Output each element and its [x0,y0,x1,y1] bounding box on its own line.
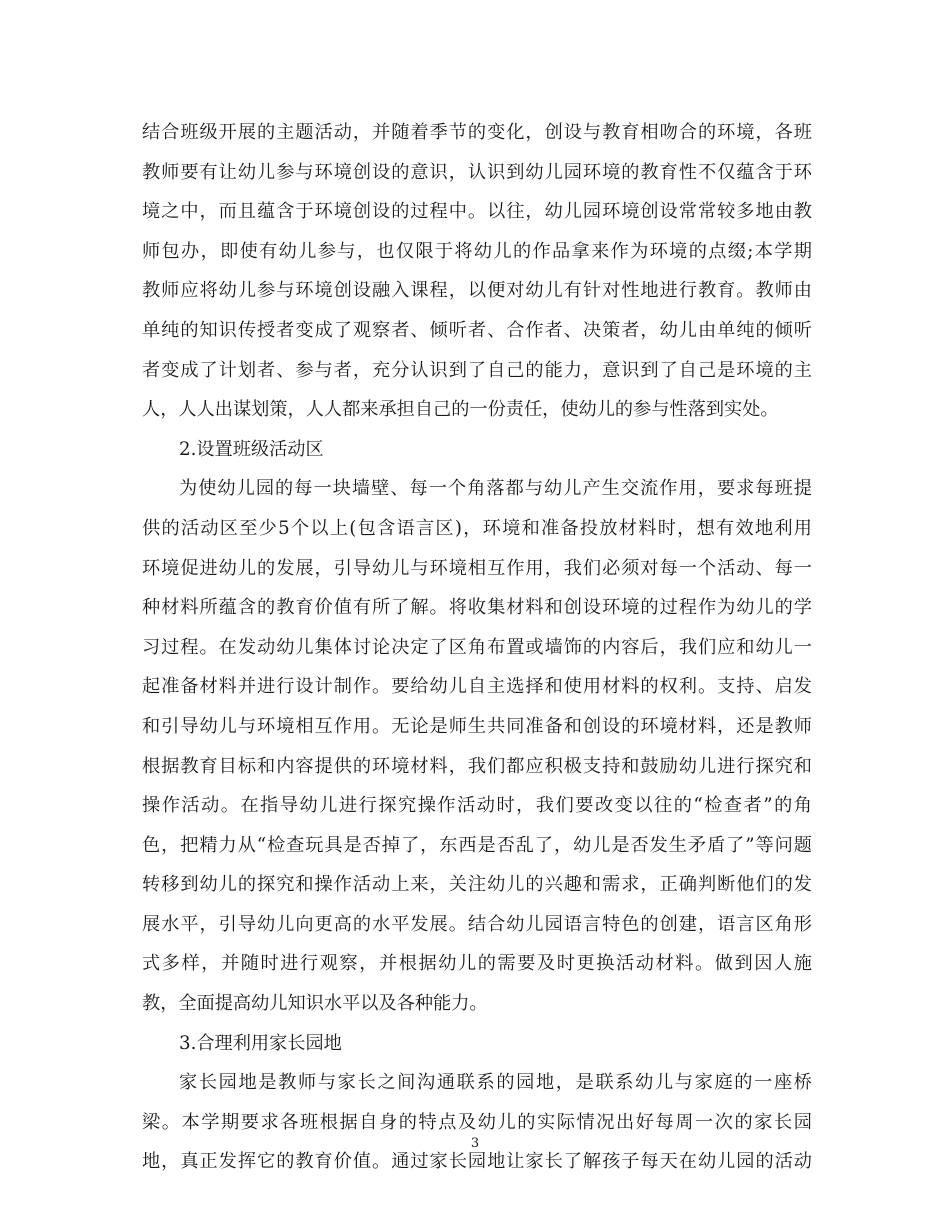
text-line: 起准备材料并进行设计制作。要给幼儿自主选择和使用材料的权利。支持、启发 [142,676,812,698]
text-line: 者变成了计划者、参与者，充分认识到了自己的能力，意识到了自己是环境的主 [142,359,812,381]
text-line: 和引导幼儿与环境相互作用。无论是师生共同准备和创设的环境材料，还是教师 [142,715,812,737]
text-line: 色，把精力从“检查玩具是否掉了，东西是否乱了，幼儿是否发生矛盾了”等问题 [142,834,812,856]
text-line: 境之中，而且蕴含于环境创设的过程中。以往，幼儿园环境创设常常较多地由教 [142,201,812,223]
document-body [142,113,812,1182]
text-line: 转移到幼儿的探究和操作活动上来，关注幼儿的兴趣和需求，正确判断他们的发 [142,874,812,896]
text-line: 环境促进幼儿的发展，引导幼儿与环境相互作用，我们必须对每一个活动、每一 [142,557,812,579]
text-line: 根据教育目标和内容提供的环境材料，我们都应积极支持和鼓励幼儿进行探究和 [142,755,812,777]
text-line: 结合班级开展的主题活动，并随着季节的变化，创设与教育相吻合的环境，各班 [142,122,812,143]
text-line: 操作活动。在指导幼儿进行探究操作活动时，我们要改变以往的“检查者”的角 [142,795,812,817]
text-line: 人，人人出谋划策，人人都来承担自己的一份责任，使幼儿的参与性落到实处。 [142,399,779,421]
text-line: 梁。本学期要求各班根据自身的特点及幼儿的实际情况出好每周一次的家长园 [142,1111,812,1133]
text-line: 师包办，即使有幼儿参与，也仅限于将幼儿的作品拿来作为环境的点缀;本学期 [142,240,812,262]
text-line: 为使幼儿园的每一块墙壁、每一个角落都与幼儿产生交流作用，要求每班提 [179,478,812,500]
text-line: 展水平，引导幼儿向更高的水平发展。结合幼儿园语言特色的创建，语言区角形 [142,913,812,935]
section-heading: 2.设置班级活动区 [179,438,324,460]
text-line: 地，真正发挥它的教育价值。通过家长园地让家长了解孩子每天在幼儿园的活动 [142,1151,812,1173]
text-line: 供的活动区至少5个以上(包含语言区)，环境和准备投放材料时，想有效地利用 [142,517,812,539]
text-line: 教师要有让幼儿参与环境创设的意识，认识到幼儿园环境的教育性不仅蕴含于环 [142,161,812,183]
page-number: 3 [470,1136,480,1151]
text-line: 家长园地是教师与家长之间沟通联系的园地，是联系幼儿与家庭的一座桥 [179,1072,812,1094]
text-line: 式多样，并随时进行观察，并根据幼儿的需要及时更换活动材料。做到因人施 [142,953,812,975]
text-line: 教，全面提高幼儿知识水平以及各种能力。 [142,993,488,1015]
text-line: 单纯的知识传授者变成了观察者、倾听者、合作者、决策者，幼儿由单纯的倾听 [142,319,812,341]
section-heading: 3.合理利用家长园地 [179,1032,342,1054]
text-line: 种材料所蕴含的教育价值有所了解。将收集材料和创设环境的过程作为幼儿的学 [142,597,812,619]
text-line: 教师应将幼儿参与环境创设融入课程，以便对幼儿有针对性地进行教育。教师由 [142,280,812,302]
text-line: 习过程。在发动幼儿集体讨论决定了区角布置或墙饰的内容后，我们应和幼儿一 [142,636,812,658]
